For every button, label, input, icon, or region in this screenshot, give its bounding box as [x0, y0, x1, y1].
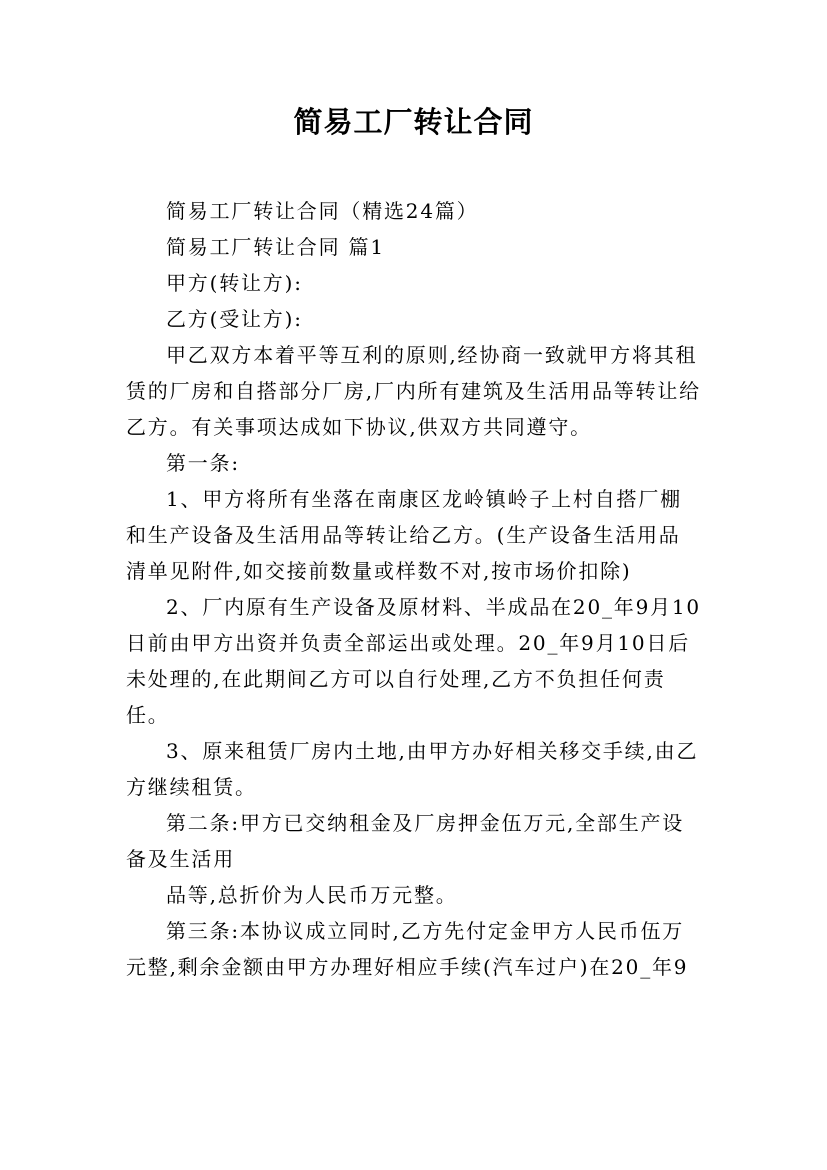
paragraph-article-heading: 简易工厂转让合同 篇1	[166, 235, 385, 259]
paragraph-preamble: 甲乙双方本着平等互利的原则,经协商一致就甲方将其租赁的厂房和自搭部分厂房,厂内所有建筑及生活用品等转让给乙方。有关事项达成如下协议,供双方共同遵守。	[126, 343, 701, 439]
paragraph-clause-2-continued: 品等,总折价为人民币万元整。	[166, 883, 458, 907]
paragraph-clause-2: 第二条:甲方已交纳租金及厂房押金伍万元,全部生产设备及生活用	[126, 811, 685, 871]
paragraph-party-a: 甲方(转让方):	[166, 271, 303, 295]
document-title: 简易工厂转让合同	[293, 105, 534, 139]
paragraph-subtitle: 简易工厂转让合同（精选24篇）	[166, 199, 479, 223]
paragraph-party-b: 乙方(受让方):	[166, 307, 303, 331]
paragraph-clause-1-item-2: 2、厂内原有生产设备及原材料、半成品在20_年9月10日前由甲方出资并负责全部运出或处理。20_年9月10日后未处理的,在此期间乙方可以自行处理,乙方不负担任何责任。	[126, 595, 701, 727]
document-body	[126, 193, 701, 985]
paragraph-clause-1-item-3: 3、原来租赁厂房内土地,由甲方办好相关移交手续,由乙方继续租赁。	[126, 739, 699, 799]
paragraph-clause-3: 第三条:本协议成立同时,乙方先付定金甲方人民币伍万元整,剩余金额由甲方办理好相应手续(汽车过户)在20_年9	[126, 919, 689, 979]
paragraph-clause-1-item-1: 1、甲方将所有坐落在南康区龙岭镇岭子上村自搭厂棚和生产设备及生活用品等转让给乙方。(生产设备生活用品清单见附件,如交接前数量或样数不对,按市场价扣除)	[126, 487, 682, 583]
paragraph-clause-1-heading: 第一条:	[166, 451, 240, 475]
